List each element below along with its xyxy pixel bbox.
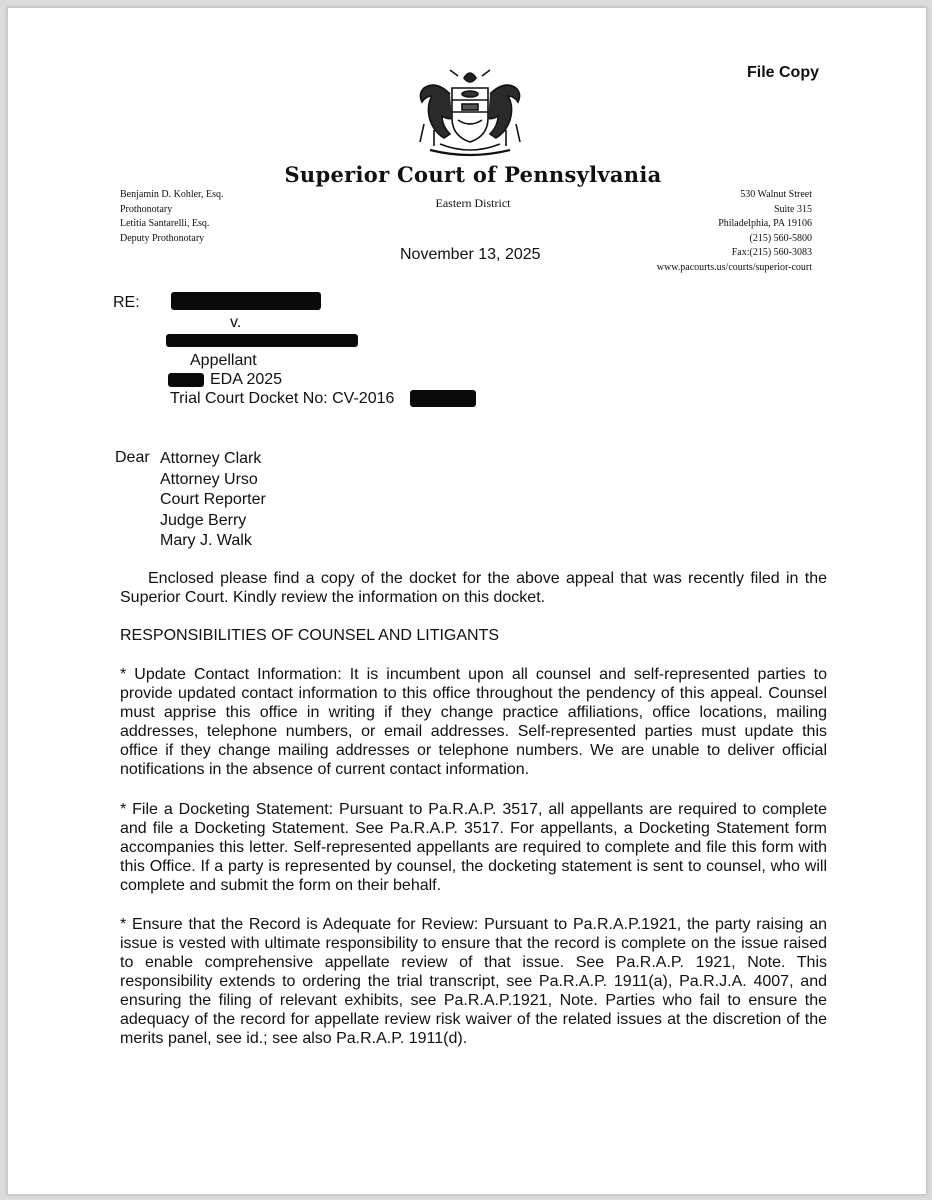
dear-label: Dear [115, 449, 150, 466]
redaction-bar [171, 292, 321, 310]
appellant-label: Appellant [190, 352, 257, 369]
letter-date: November 13, 2025 [400, 246, 541, 263]
staff-line: Deputy Prothonotary [120, 232, 205, 244]
versus-label: v. [230, 314, 242, 331]
staff-line: Benjamin D. Kohler, Esq. [120, 189, 224, 200]
recipient: Attorney Clark [160, 450, 262, 467]
recipient: Mary J. Walk [160, 532, 252, 549]
address-line: Philadelphia, PA 19106 [718, 218, 812, 229]
staff-block [120, 188, 223, 246]
address-block [657, 188, 812, 275]
item-docketing-statement: * File a Docketing Statement: Pursuant to Pa.R.A.P. 3517, all appellants are required to complete and file a Docketing Statement. See Pa.R.A.P. 3517. For appellants, a Docketing Statement form accompanies this letter. Self-represented appellants are required to complete and file this form with this Office. If a party is represented by counsel, the docketing statement is sent to counsel, who will complete and submit the form on their behalf. [120, 801, 827, 894]
intro-paragraph: Enclosed please find a copy of the docket for the above appeal that was recently filed in the Superior Court. Kindly review the information on this docket. [120, 570, 827, 606]
address-line: Suite 315 [773, 203, 812, 215]
recipient: Judge Berry [160, 511, 247, 529]
pennsylvania-seal-icon [400, 64, 540, 164]
staff-line: Prothonotary [120, 203, 173, 215]
docket-number: EDA 2025 [210, 371, 283, 388]
re-label: RE: [113, 294, 140, 311]
file-copy-label: File Copy [746, 64, 819, 81]
item-contact-info: * Update Contact Information: It is incumbent upon all counsel and self-represented parties to provide updated contact information to this office throughout the pendency of this appeal. Counsel must apprise this office in writing if they change practice affiliations, office locations, mailing addresses, telephone numbers, or email addresses. Self-represented parties must update this office if they change mailing addresses or telephone numbers. We are unable to deliver official notifications in the absence of current contact information. [120, 666, 827, 778]
address-line: Fax:(215) 560-3083 [731, 247, 812, 258]
court-title: Superior Court of Pennsylvania [284, 162, 662, 187]
redaction-bar [410, 390, 476, 407]
address-line: (215) 560-5800 [749, 232, 812, 244]
trial-docket: Trial Court Docket No: CV-2016 [170, 390, 395, 407]
redaction-bar [168, 373, 204, 387]
staff-line: Letitia Santarelli, Esq. [120, 218, 210, 229]
section-heading: RESPONSIBILITIES OF COUNSEL AND LITIGANTS [120, 627, 500, 644]
recipient: Court Reporter [160, 491, 266, 508]
court-district: Eastern District [435, 196, 511, 210]
address-line: 530 Walnut Street [740, 189, 812, 200]
item-record-adequacy: * Ensure that the Record is Adequate for Review: Pursuant to Pa.R.A.P.1921, the party raising an issue is vested with ultimate responsibility to ensure that the record is complete on the issue raised to enable comprehensive appellate review of that issue. See Pa.R.A.P. 1921, Note. This responsibility extends to ordering the trial transcript, see Pa.R.A.P. 1911(a), Pa.R.J.A. 4007, and ensuring the filing of relevant exhibits, see Pa.R.A.P.1921, Note. Parties who fail to ensure the adequacy of the record for appellate review risk waiver of the related issues at the discretion of the merits panel, see id.; see also Pa.R.A.P. 1911(d). [120, 916, 827, 1047]
recipient: Attorney Urso [160, 470, 258, 488]
letter-page [7, 7, 927, 1195]
recipient-list [160, 449, 266, 552]
redaction-bar [166, 334, 358, 347]
address-line: www.pacourts.us/courts/superior-court [656, 261, 812, 273]
